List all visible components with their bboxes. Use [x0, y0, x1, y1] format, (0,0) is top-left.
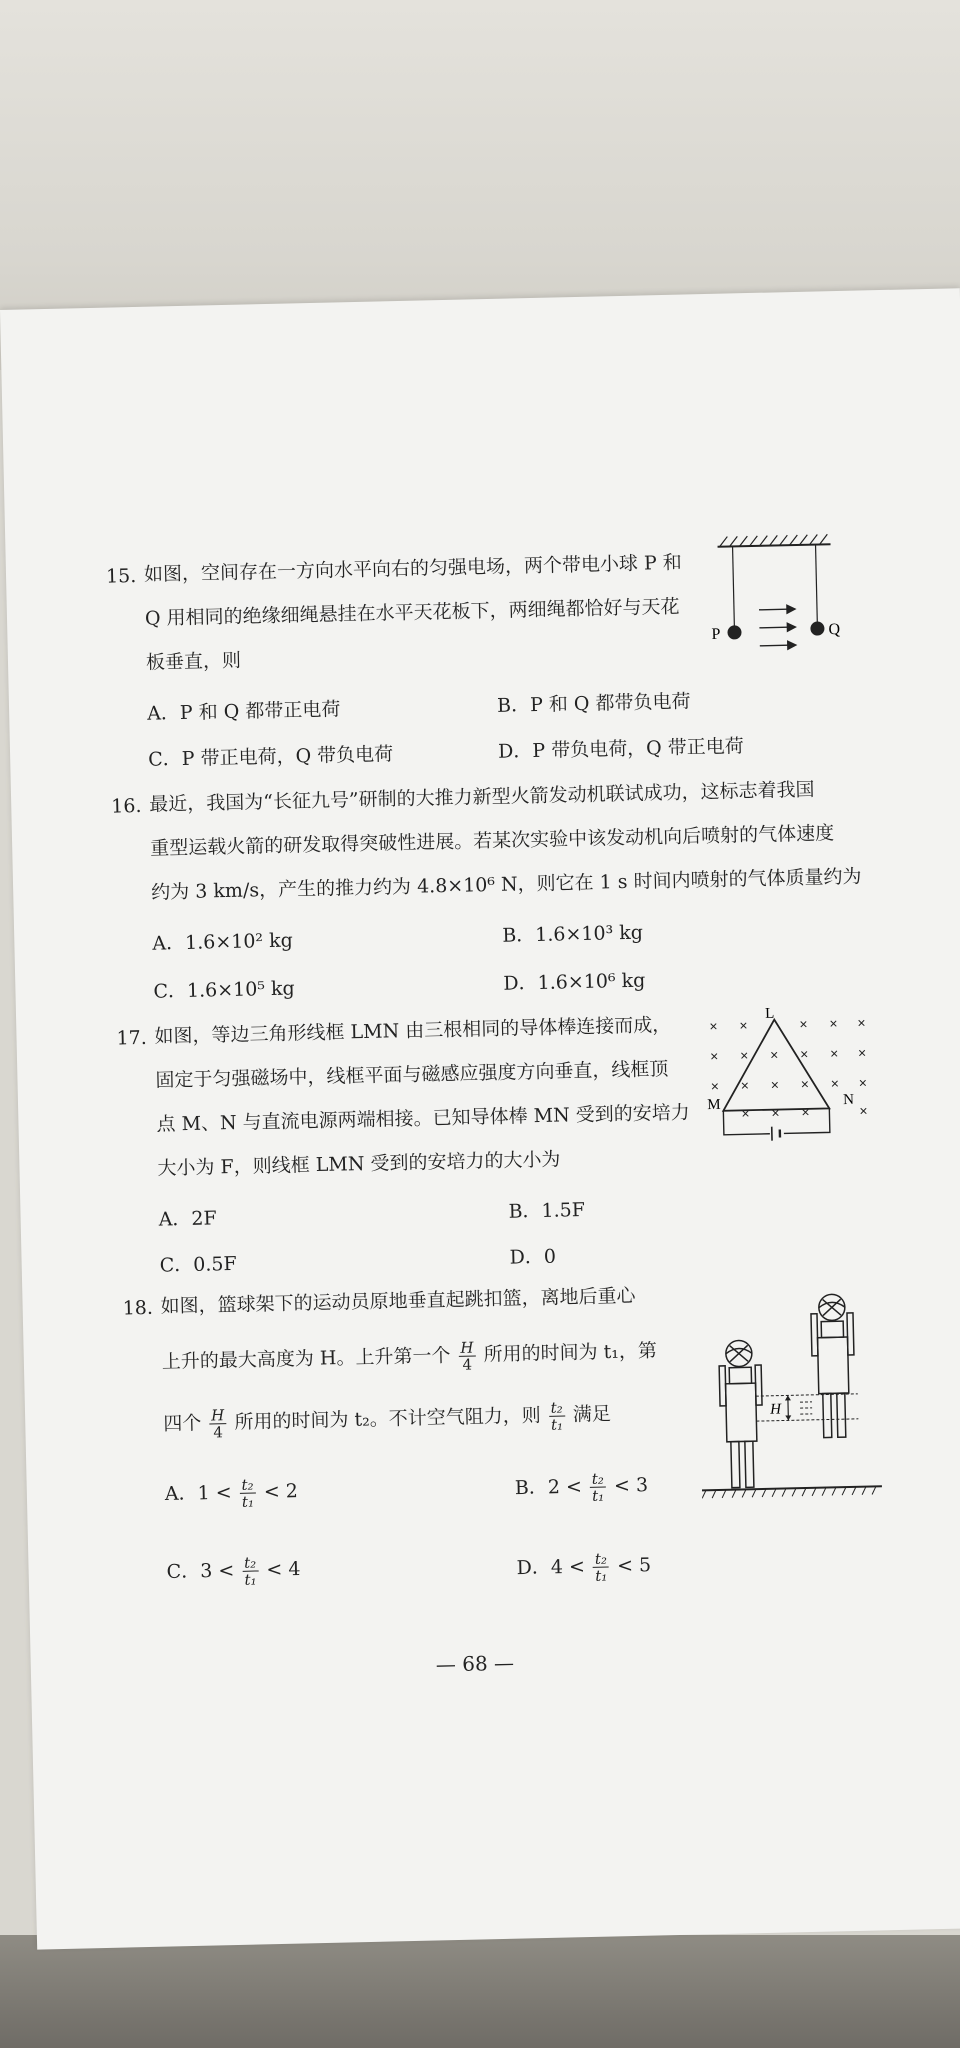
q15-figure	[705, 526, 848, 659]
q17-option-b: B．1.5F	[508, 1198, 586, 1223]
q17-line4: 大小为 F，则线框 LMN 受到的安培力的大小为	[157, 1148, 561, 1180]
q16-number: 16.	[111, 794, 142, 818]
option-d-right: < 5	[616, 1554, 652, 1577]
fraction-denominator: t₁	[244, 1570, 257, 1589]
svg-text:×: ×	[830, 1075, 840, 1092]
q18-line2-part1: 上升的最大高度为 H。上升第一个	[161, 1344, 451, 1374]
q18-line2	[162, 1335, 658, 1379]
q16-option-d: D．1.6×10⁶ kg	[503, 969, 646, 995]
svg-text:×: ×	[829, 1045, 839, 1062]
option-b-right: < 3	[613, 1474, 649, 1497]
fraction-denominator: t₁	[595, 1566, 608, 1585]
q18-line3-part1: 四个	[163, 1412, 202, 1436]
svg-text:×: ×	[858, 1074, 868, 1091]
q18-number: 18.	[122, 1296, 154, 1320]
fraction-denominator: t₁	[550, 1415, 564, 1434]
q18-option-b	[515, 1470, 649, 1506]
q17-option-a: A．2F	[158, 1207, 217, 1231]
q17-line2: 固定于匀强磁场中，线框平面与磁感应强度方向垂直，线框顶	[155, 1058, 669, 1092]
svg-text:×: ×	[769, 1046, 779, 1063]
q15-line2: Q 用相同的绝缘细绳悬挂在水平天花板下，两细绳都恰好与天花	[144, 595, 680, 630]
option-c-left: C．3 <	[166, 1559, 235, 1584]
q16-line3: 约为 3 km/s，产生的推力约为 4.8×10⁶ N，则它在 1 s 时间内喷射的气体质量约为	[151, 865, 862, 904]
q15-label-p: P	[711, 625, 721, 643]
svg-text:×: ×	[859, 1102, 868, 1119]
svg-text:×: ×	[739, 1047, 749, 1064]
q17-line3: 点 M、N 与直流电源两端相接。已知导体棒 MN 受到的安培力	[156, 1101, 690, 1136]
q16-line1: 最近，我国为“长征九号”研制的大推力新型火箭发动机联试成功，这标志着我国	[149, 778, 815, 816]
q18-fraction-h-over-4	[458, 1339, 476, 1372]
q17-label-l: L	[764, 1005, 775, 1022]
q15-line3: 板垂直，则	[145, 649, 242, 674]
option-c-right: < 4	[266, 1558, 301, 1581]
fraction-denominator: t₁	[241, 1492, 255, 1511]
svg-text:×: ×	[740, 1077, 750, 1094]
q18-line2-part2: 所用的时间为 t₁，第	[483, 1339, 658, 1366]
svg-text:×: ×	[801, 1103, 810, 1121]
option-d-left: D．4 <	[516, 1555, 586, 1580]
svg-text:×: ×	[771, 1104, 780, 1121]
q17-label-n: N	[842, 1091, 855, 1109]
page-number: — 68 —	[435, 1650, 515, 1677]
option-d-fraction	[593, 1551, 610, 1584]
svg-text:×: ×	[800, 1075, 810, 1093]
q15-option-d: D．P 带负电荷，Q 带正电荷	[497, 735, 745, 763]
q15-number: 15.	[105, 564, 137, 588]
q18-fraction-t2-over-t1	[548, 1399, 565, 1432]
background-desk-bottom	[0, 1935, 960, 2048]
fraction-numerator: H	[210, 1406, 225, 1425]
q17-label-m: M	[707, 1096, 721, 1114]
q15-line1: 如图，空间存在一方向水平向右的匀强电场，两个带电小球 P 和	[143, 551, 683, 586]
q16-option-a: A．1.6×10² kg	[152, 929, 294, 955]
q15-label-q: Q	[828, 621, 841, 639]
option-a-right: < 2	[263, 1480, 299, 1503]
q17-number: 17.	[116, 1026, 148, 1050]
q18-line3	[163, 1398, 611, 1441]
svg-text:×: ×	[857, 1014, 866, 1031]
q15-option-c: C．P 带正电荷，Q 带负电荷	[147, 743, 394, 771]
svg-text:×: ×	[857, 1044, 867, 1061]
q18-line3-part2: 所用的时间为 t₂。不计空气阻力，则	[234, 1404, 541, 1434]
svg-text:×: ×	[709, 1017, 718, 1035]
fraction-numerator: t₂	[550, 1398, 563, 1417]
standing-player-icon	[719, 1340, 764, 1488]
exam-page	[0, 288, 960, 1949]
option-c-fraction	[242, 1554, 259, 1587]
q18-option-c	[166, 1554, 301, 1590]
q18-label-h: H	[769, 1401, 782, 1418]
fraction-denominator: 4	[462, 1355, 473, 1374]
q18-line1: 如图，篮球架下的运动员原地垂直起跳扣篮，离地后重心	[160, 1284, 636, 1318]
jumping-player-icon	[811, 1294, 856, 1438]
q17-option-d: D．0	[509, 1245, 557, 1269]
option-a-fraction	[239, 1477, 256, 1510]
q15-option-a: A．P 和 Q 都带正电荷	[146, 698, 341, 725]
q17-line1: 如图，等边三角形线框 LMN 由三根相同的导体棒连接而成，	[154, 1013, 672, 1048]
q18-fraction-h-over-4-second	[209, 1407, 227, 1440]
fraction-denominator: 4	[213, 1423, 224, 1442]
fraction-numerator: t₂	[591, 1469, 604, 1488]
svg-text:×: ×	[710, 1077, 720, 1095]
fraction-numerator: t₂	[243, 1553, 257, 1572]
fraction-numerator: H	[460, 1338, 474, 1357]
q16-line2: 重型运载火箭的研发取得突破性进展。若某次实验中该发动机向后喷射的气体速度	[150, 822, 835, 860]
q18-option-d	[516, 1550, 651, 1586]
svg-text:×: ×	[799, 1015, 808, 1033]
q18-figure	[698, 1290, 893, 1509]
q17-option-c: C．0.5F	[159, 1252, 237, 1277]
q15-option-b: B．P 和 Q 都带负电荷	[496, 690, 691, 717]
q16-option-c: C．1.6×10⁵ kg	[153, 977, 295, 1003]
q18-line3-part3: 满足	[572, 1402, 612, 1426]
q16-option-b: B．1.6×10³ kg	[502, 921, 644, 947]
svg-text:×: ×	[709, 1047, 719, 1065]
option-a-left: A．1 <	[164, 1481, 232, 1506]
q18-option-a	[165, 1476, 299, 1512]
fraction-denominator: t₁	[591, 1486, 605, 1505]
svg-text:×: ×	[829, 1015, 838, 1032]
option-b-left: B．2 <	[514, 1475, 583, 1500]
svg-text:×: ×	[799, 1045, 809, 1063]
fraction-numerator: t₂	[594, 1549, 608, 1568]
option-b-fraction	[590, 1471, 607, 1504]
q17-figure	[701, 1005, 874, 1149]
svg-text:×: ×	[770, 1076, 780, 1093]
page-content	[0, 288, 960, 1949]
svg-text:×: ×	[741, 1105, 750, 1122]
fraction-numerator: t₂	[241, 1475, 254, 1494]
svg-text:×: ×	[739, 1017, 748, 1034]
